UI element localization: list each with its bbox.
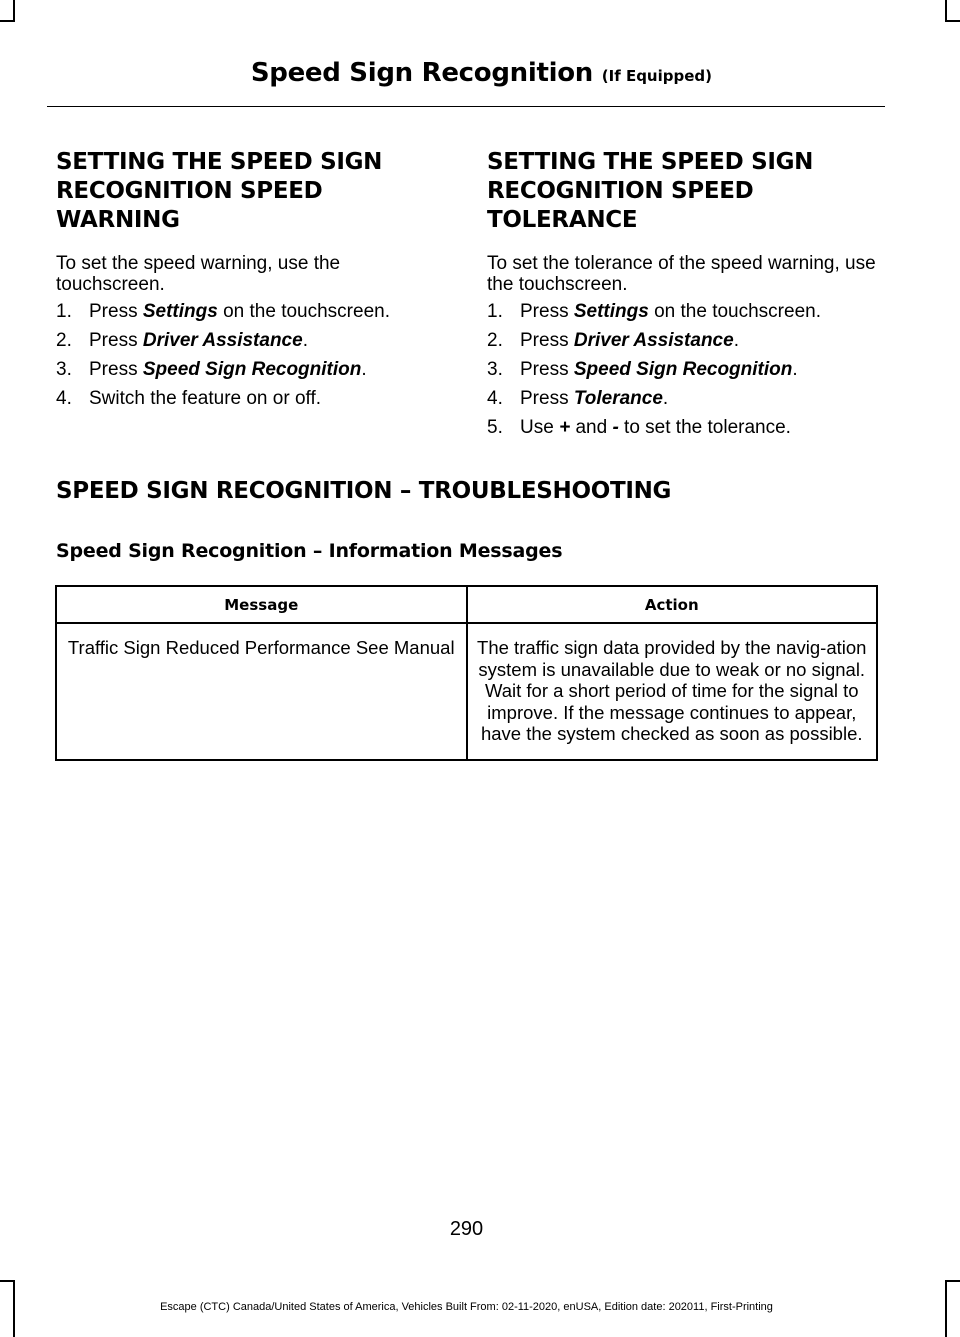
step-number: 4. <box>56 388 72 409</box>
speed-tolerance-steps <box>487 301 879 438</box>
step-number: 5. <box>487 417 503 438</box>
step-number: 3. <box>487 359 503 380</box>
page-title-suffix: (If Equipped) <box>601 67 712 85</box>
step-text: . <box>662 388 669 409</box>
step-text: Press <box>89 330 143 351</box>
step-item <box>487 388 879 409</box>
step-text: Press <box>520 359 574 380</box>
troubleshooting-heading: SPEED SIGN RECOGNITION – TROUBLESHOOTING <box>56 478 672 504</box>
footer-text: Escape (CTC) Canada/United States of America, Vehicles Built From: 02-11-2020, enUSA, Edition date: 202011, First-Printing <box>160 1301 773 1313</box>
step-number: 1. <box>56 301 72 322</box>
step-keyword: Speed Sign Recognition <box>142 359 362 380</box>
step-item <box>487 301 879 322</box>
step-keyword: Settings <box>142 301 218 322</box>
crop-mark <box>945 0 947 22</box>
step-text: to set the tolerance. <box>618 417 791 438</box>
heading-line: SETTING THE SPEED SIGN <box>56 149 383 175</box>
step-text: on the touchscreen. <box>217 301 390 322</box>
step-text: Press <box>89 359 143 380</box>
table-header-row <box>56 586 877 623</box>
step-text: and <box>570 417 613 438</box>
step-item <box>487 330 879 351</box>
heading-line: TOLERANCE <box>487 207 638 233</box>
crop-mark <box>0 1280 15 1282</box>
speed-warning-heading <box>56 148 448 235</box>
page-title-text: Speed Sign Recognition <box>250 58 593 88</box>
heading-line: RECOGNITION SPEED <box>487 178 754 204</box>
step-text: Press <box>520 330 574 351</box>
step-keyword: + <box>559 417 571 438</box>
step-number: 2. <box>487 330 503 351</box>
step-text: . <box>792 359 798 380</box>
speed-warning-intro: To set the speed warning, use the touchscreen. <box>56 253 341 295</box>
step-text: . <box>733 330 739 351</box>
step-keyword: - <box>612 417 619 438</box>
step-number: 1. <box>487 301 503 322</box>
step-item <box>487 417 879 438</box>
page-number: 290 <box>449 1218 484 1240</box>
step-keyword: Driver Assistance <box>573 330 734 351</box>
page-title <box>251 58 712 88</box>
step-item <box>56 301 448 322</box>
step-number: 4. <box>487 388 503 409</box>
heading-line: WARNING <box>56 207 180 233</box>
step-keyword: Driver Assistance <box>142 330 303 351</box>
speed-tolerance-section <box>487 148 879 446</box>
speed-warning-section <box>56 148 448 417</box>
speed-tolerance-heading <box>487 148 879 235</box>
heading-line: SETTING THE SPEED SIGN <box>487 149 814 175</box>
step-text: Press <box>520 301 574 322</box>
step-text: Press <box>89 301 143 322</box>
speed-warning-steps <box>56 301 448 409</box>
column-header-message: Message <box>56 586 467 623</box>
heading-line: RECOGNITION SPEED <box>56 178 323 204</box>
step-keyword: Tolerance <box>573 388 663 409</box>
speed-tolerance-intro: To set the tolerance of the speed warning, use the touchscreen. <box>487 253 876 295</box>
step-item <box>487 359 879 380</box>
step-text: Switch the feature on or off. <box>89 388 322 409</box>
information-messages-subheading: Speed Sign Recognition – Information Messages <box>56 540 563 562</box>
step-number: 3. <box>56 359 72 380</box>
crop-mark <box>945 1280 960 1282</box>
header-divider <box>47 106 885 107</box>
step-text: Press <box>520 388 574 409</box>
crop-mark <box>0 20 15 22</box>
step-number: 2. <box>56 330 72 351</box>
crop-mark <box>945 1280 947 1337</box>
step-item <box>56 388 448 409</box>
message-cell: Traffic Sign Reduced Performance See Manual <box>56 623 467 760</box>
action-cell: The traffic sign data provided by the navig-ation system is unavailable due to weak or no signal. Wait for a short period of time for the signal to improve. If the message continues to appear, have the system checked as soon as possible. <box>467 623 878 760</box>
step-text: on the touchscreen. <box>648 301 821 322</box>
column-header-action: Action <box>467 586 878 623</box>
information-messages-table <box>55 585 878 761</box>
step-text: Use <box>520 417 560 438</box>
step-keyword: Speed Sign Recognition <box>573 359 793 380</box>
crop-mark <box>13 0 15 22</box>
step-item <box>56 330 448 351</box>
step-text: . <box>361 359 367 380</box>
step-item <box>56 359 448 380</box>
step-text: . <box>302 330 308 351</box>
crop-mark <box>945 20 960 22</box>
table-row <box>56 623 877 760</box>
step-keyword: Settings <box>573 301 649 322</box>
